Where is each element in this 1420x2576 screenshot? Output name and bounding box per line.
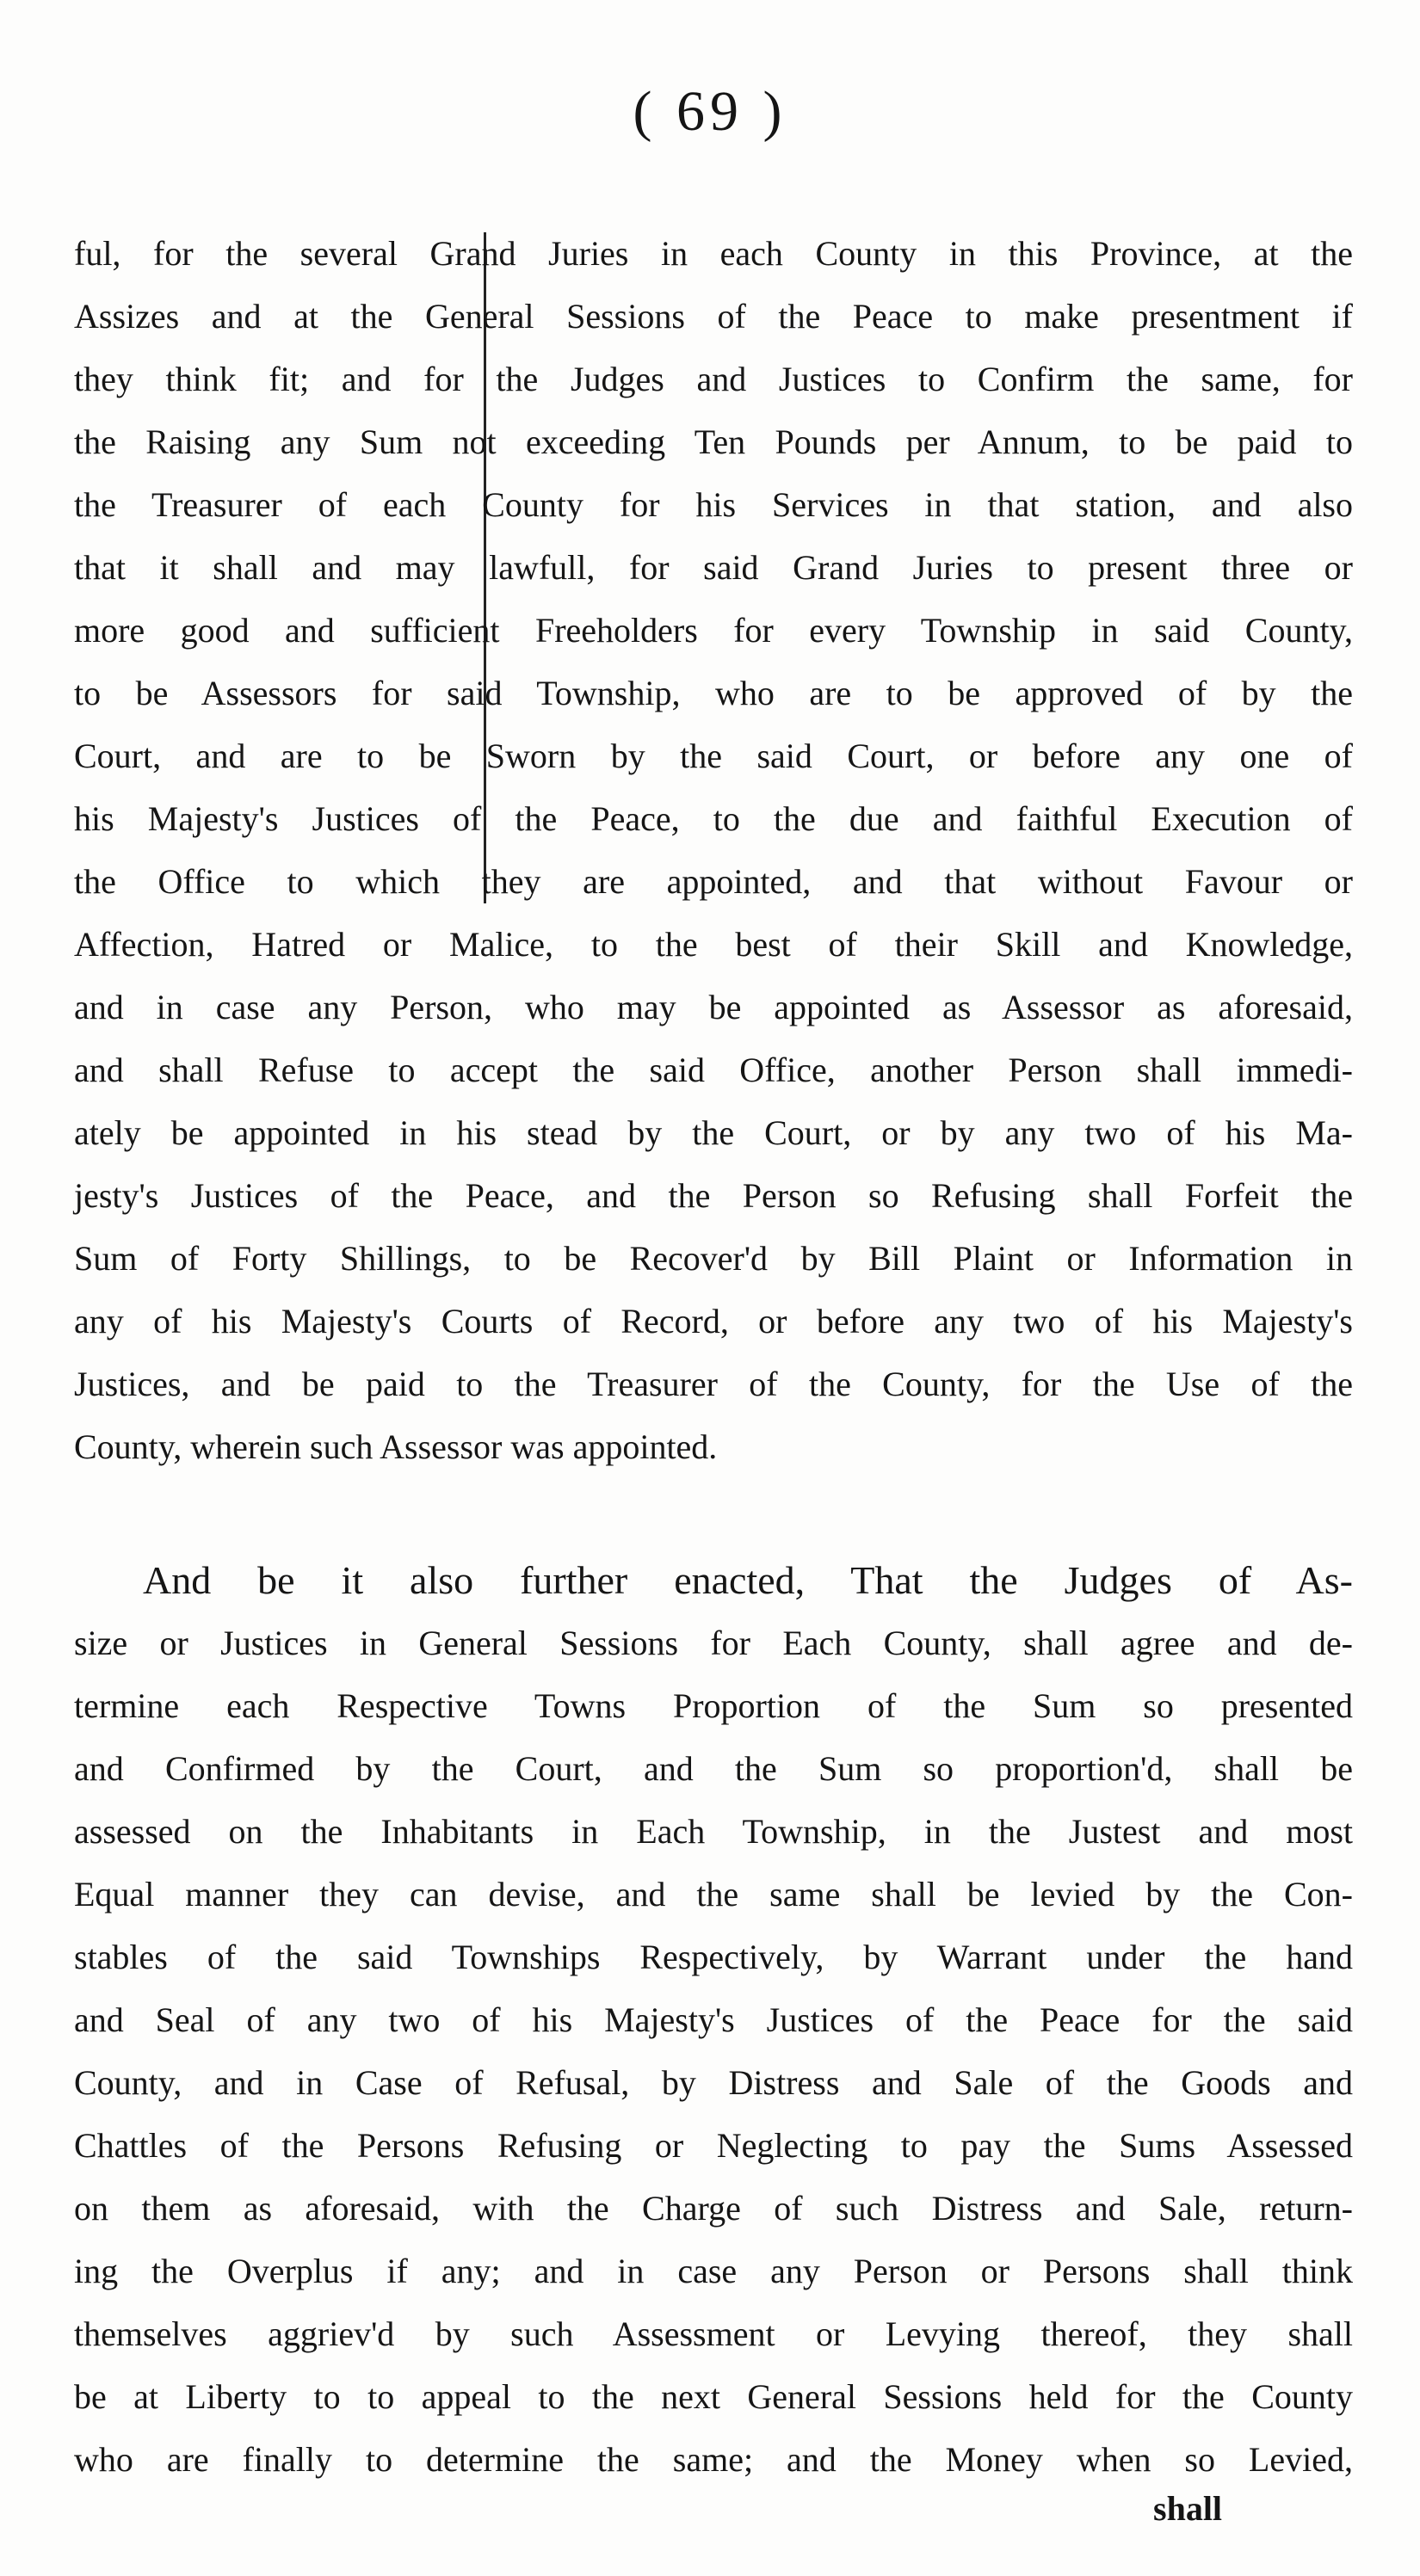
text-line: Justices, and be paid to the Treasurer of the County, for the Use of the [74,1365,1353,1403]
page-number: ( 69 ) [633,80,787,143]
text-line: County, and in Case of Refusal, by Distress and Sale of the Goods and [74,2063,1353,2102]
paragraph-1 [74,222,1353,1478]
text-line: the Office to which they are appointed, and that without Favour or [74,862,1353,901]
text-line: ately be appointed in his stead by the Court, or by any two of his Ma- [74,1113,1353,1152]
text-line: be at Liberty to to appeal to the next General Sessions held for the County [74,2377,1353,2416]
text-line: more good and sufficient Freeholders for every Township in said County, [74,611,1353,650]
text-line: the Treasurer of each County for his Services in that station, and also [74,485,1353,524]
text-line: and Confirmed by the Court, and the Sum so proportion'd, shall be [74,1749,1353,1788]
text-line: Equal manner they can devise, and the same shall be levied by the Con- [74,1875,1353,1914]
text-line: stables of the said Townships Respectively, by Warrant under the hand [74,1938,1353,1976]
text-line: and shall Refuse to accept the said Office, another Person shall immedi- [74,1051,1353,1089]
text-line: ful, for the several Grand Juries in each County in this Province, at the [74,234,1353,273]
text-line: on them as aforesaid, with the Charge of such Distress and Sale, return- [74,2189,1353,2228]
text-line: size or Justices in General Sessions for Each County, shall agree and de- [74,1624,1353,1662]
text-line: the Raising any Sum not exceeding Ten Pounds per Annum, to be paid to [74,422,1353,461]
text-line: that it shall and may lawfull, for said Grand Juries to present three or [74,548,1353,587]
text-line: they think fit; and for the Judges and Justices to Confirm the same, for [74,360,1353,398]
text-line: who are finally to determine the same; and the Money when so Levied, [74,2440,1353,2479]
text-line: Court, and are to be Sworn by the said Court, or before any one of [74,736,1353,775]
text-line: and in case any Person, who may be appointed as Assessor as aforesaid, [74,988,1353,1026]
text-line: Chattles of the Persons Refusing or Neglecting to pay the Sums Assessed [74,2126,1353,2165]
text-line: Affection, Hatred or Malice, to the best of their Skill and Knowledge, [74,925,1353,964]
text-line: his Majesty's Justices of the Peace, to the due and faithful Execution of [74,799,1353,838]
catchword: shall [1153,2489,1223,2528]
paragraph-2 [74,1549,1353,2491]
text-line: Sum of Forty Shillings, to be Recover'd by Bill Plaint or Information in [74,1239,1353,1278]
text-line: jesty's Justices of the Peace, and the Person so Refusing shall Forfeit the [74,1176,1353,1215]
text-line: themselves aggriev'd by such Assessment or Levying thereof, they shall [74,2314,1353,2353]
text-line: and Seal of any two of his Majesty's Justices of the Peace for the said [74,2000,1353,2039]
text-line-opening [74,1549,1353,1612]
text-line: any of his Majesty's Courts of Record, or before any two of his Majesty's [74,1302,1353,1340]
text-line: assessed on the Inhabitants in Each Township, in the Justest and most [74,1812,1353,1851]
text-line: Assizes and at the General Sessions of the Peace to make presentment if [74,297,1353,336]
text-line: to be Assessors for said Township, who are to be approved of by the [74,674,1353,712]
text-line: County, wherein such Assessor was appointed. [74,1427,718,1466]
text-line: ing the Overplus if any; and in case any Person or Persons shall think [74,2252,1353,2290]
opening-text: And be it also further enacted, That the Judges of As- [143,1558,1353,1602]
text-line: termine each Respective Towns Proportion of the Sum so presented [74,1686,1353,1725]
